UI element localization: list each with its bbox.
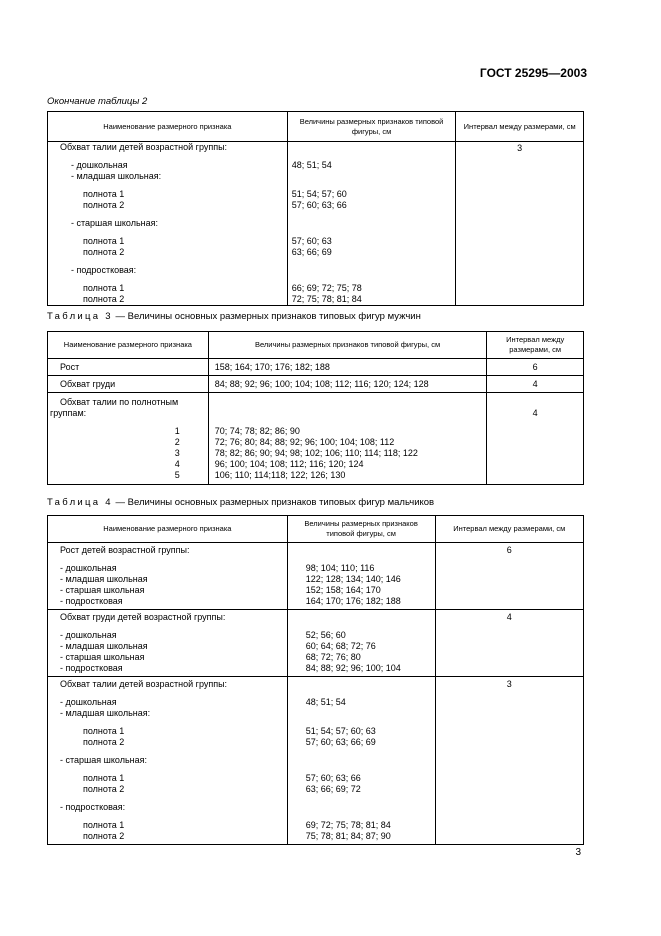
row-value: 96; 100; 104; 108; 112; 116; 120; 124 bbox=[214, 459, 364, 469]
row-value: 75; 78; 81; 84; 87; 90 bbox=[305, 831, 391, 841]
row-value: 51; 54; 57; 60; 63 bbox=[305, 726, 376, 736]
row-label: полнота 1 bbox=[83, 236, 125, 246]
row-value: 68; 72; 76; 80 bbox=[305, 652, 361, 662]
col-header-values: Величины размерных признаков типовой фигуры, см bbox=[287, 112, 456, 142]
table-2 bbox=[47, 111, 584, 306]
row-label: 1 bbox=[174, 426, 180, 436]
table4-caption: Таблица 4 — Величины основных размерных признаков типовых фигур мальчиков bbox=[47, 497, 435, 508]
row-value: 63; 66; 69 bbox=[291, 247, 332, 257]
row-label: полнота 2 bbox=[83, 294, 125, 304]
row-value: 164; 170; 176; 182; 188 bbox=[305, 596, 401, 606]
row-value: 57; 60; 63 bbox=[291, 236, 332, 246]
row-label: - подростковая bbox=[60, 663, 123, 673]
row-label: - старшая школьная bbox=[60, 585, 145, 595]
row-label: 4 bbox=[174, 459, 180, 469]
row-value: 69; 72; 75; 78; 81; 84 bbox=[305, 820, 391, 830]
row-value: 57; 60; 63; 66; 69 bbox=[305, 737, 376, 747]
row-value: 70; 74; 78; 82; 86; 90 bbox=[214, 426, 300, 436]
row-label: полнота 1 bbox=[83, 189, 125, 199]
row-label: - подростковая: bbox=[71, 265, 137, 275]
col-header-values: Величины размерных признаков типовой фигуры, см bbox=[287, 516, 435, 543]
values-cell bbox=[287, 677, 435, 845]
group-title: Обхват талии по полнотным bbox=[60, 397, 179, 407]
row-label: полнота 1 bbox=[83, 283, 125, 293]
row-value: 48; 51; 54 bbox=[305, 697, 346, 707]
table-4 bbox=[47, 515, 584, 845]
row-interval: 6 bbox=[487, 359, 584, 376]
row-label: полнота 1 bbox=[83, 773, 125, 783]
row-value: 57; 60; 63; 66 bbox=[291, 200, 347, 210]
row-label: - младшая школьная: bbox=[71, 171, 162, 181]
group-title: Рост детей возрастной группы: bbox=[60, 545, 190, 555]
row-label: - старшая школьная bbox=[60, 652, 145, 662]
row-label: - младшая школьная bbox=[60, 574, 148, 584]
row-label: - старшая школьная: bbox=[71, 218, 158, 228]
group-title: Обхват груди детей возрастной группы: bbox=[60, 612, 226, 622]
row-label: - старшая школьная: bbox=[60, 755, 147, 765]
values-cell bbox=[287, 543, 435, 610]
row-label: - младшая школьная bbox=[60, 641, 148, 651]
interval-cell: 3 bbox=[456, 142, 584, 306]
row-value: 63; 66; 69; 72 bbox=[305, 784, 361, 794]
col-header-name: Наименование размерного признака bbox=[48, 332, 209, 359]
labels-cell bbox=[48, 677, 288, 845]
page-number: 3 bbox=[575, 847, 581, 858]
table-3 bbox=[47, 331, 584, 485]
values-cell bbox=[208, 393, 487, 485]
interval-cell: 3 bbox=[435, 677, 584, 845]
row-label: 5 bbox=[174, 470, 180, 480]
group-title: Обхват талии детей возрастной группы: bbox=[60, 679, 228, 689]
row-label: полнота 2 bbox=[83, 784, 125, 794]
row-value: 84; 88; 92; 96; 100; 104; 108; 112; 116; 120; 124; 128 bbox=[208, 376, 487, 393]
table2-caption: Окончание таблицы 2 bbox=[47, 96, 148, 107]
labels-cell bbox=[48, 393, 209, 485]
interval-cell: 6 bbox=[435, 543, 584, 610]
row-value: 98; 104; 110; 116 bbox=[305, 563, 375, 573]
row-value: 158; 164; 170; 176; 182; 188 bbox=[208, 359, 487, 376]
row-label: - подростковая: bbox=[60, 802, 126, 812]
row-value: 57; 60; 63; 66 bbox=[305, 773, 361, 783]
row-value: 106; 110; 114;118; 122; 126; 130 bbox=[214, 470, 346, 480]
values-cell bbox=[287, 142, 456, 306]
row-label: Рост bbox=[48, 359, 209, 376]
labels-cell bbox=[48, 543, 288, 610]
row-label: 2 bbox=[174, 437, 180, 447]
row-label: полнота 2 bbox=[83, 831, 125, 841]
col-header-interval: Интервал между размерами, см bbox=[435, 516, 584, 543]
col-header-interval: Интервал между размерами, см bbox=[456, 112, 584, 142]
row-value: 122; 128; 134; 140; 146 bbox=[305, 574, 401, 584]
row-label: - младшая школьная: bbox=[60, 708, 151, 718]
row-label: - подростковая bbox=[60, 596, 123, 606]
labels-cell bbox=[48, 610, 288, 677]
row-value: 48; 51; 54 bbox=[291, 160, 332, 170]
labels-cell bbox=[48, 142, 288, 306]
row-value: 152; 158; 164; 170 bbox=[305, 585, 381, 595]
row-value: 51; 54; 57; 60 bbox=[291, 189, 347, 199]
row-value: 52; 56; 60 bbox=[305, 630, 346, 640]
col-header-interval: Интервал между размерами, см bbox=[487, 332, 584, 359]
col-header-name: Наименование размерного признака bbox=[48, 516, 288, 543]
row-value: 84; 88; 92; 96; 100; 104 bbox=[305, 663, 401, 673]
row-label: полнота 1 bbox=[83, 726, 125, 736]
values-cell bbox=[287, 610, 435, 677]
row-label: - дошкольная bbox=[60, 697, 117, 707]
group-title: Обхват талии детей возрастной группы: bbox=[60, 142, 228, 152]
row-label: - дошкольная bbox=[71, 160, 128, 170]
row-label: 3 bbox=[174, 448, 180, 458]
row-value: 60; 64; 68; 72; 76 bbox=[305, 641, 376, 651]
col-header-name: Наименование размерного признака bbox=[48, 112, 288, 142]
row-label: Обхват груди bbox=[48, 376, 209, 393]
row-label: полнота 2 bbox=[83, 247, 125, 257]
row-interval: 4 bbox=[487, 376, 584, 393]
row-label: полнота 2 bbox=[83, 200, 125, 210]
document-code: ГОСТ 25295—2003 bbox=[479, 66, 587, 80]
row-label: полнота 1 bbox=[83, 820, 125, 830]
row-label: - дошкольная bbox=[60, 630, 117, 640]
col-header-values: Величины размерных признаков типовой фигуры, см bbox=[208, 332, 487, 359]
row-value: 72; 76; 80; 84; 88; 92; 96; 100; 104; 108; 112 bbox=[214, 437, 395, 447]
row-value: 66; 69; 72; 75; 78 bbox=[291, 283, 362, 293]
row-value: 78; 82; 86; 90; 94; 98; 102; 106; 110; 114; 118; 122 bbox=[214, 448, 418, 458]
interval-cell: 4 bbox=[435, 610, 584, 677]
group-title-cont: группам: bbox=[50, 408, 87, 418]
row-label: полнота 2 bbox=[83, 737, 125, 747]
row-label: - дошкольная bbox=[60, 563, 117, 573]
interval-cell: 4 bbox=[487, 393, 584, 485]
row-value: 72; 75; 78; 81; 84 bbox=[291, 294, 362, 304]
table3-caption: Таблица 3 — Величины основных размерных признаков типовых фигур мужчин bbox=[47, 311, 421, 322]
